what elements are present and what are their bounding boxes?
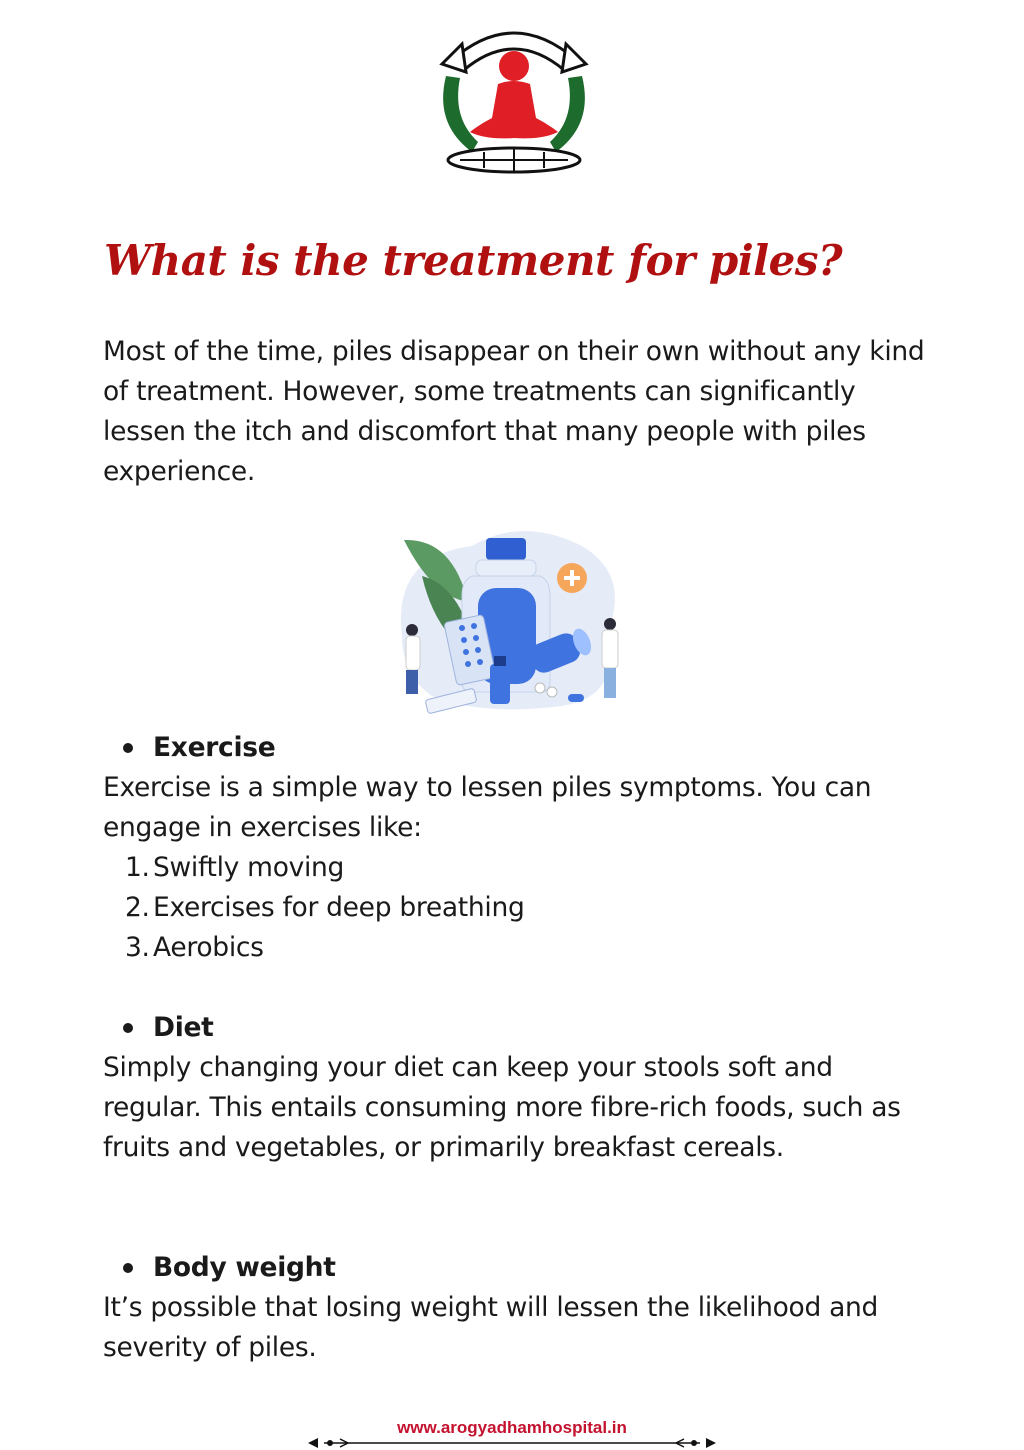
list-item: 2. Exercises for deep breathing xyxy=(125,892,525,923)
bullet-icon xyxy=(123,1263,133,1273)
bullet-icon xyxy=(123,743,133,753)
exercise-list xyxy=(103,848,933,968)
body-weight-text: It’s possible that losing weight will lessen the likelihood and severity of piles. xyxy=(103,1292,879,1363)
diet-heading: Diet xyxy=(153,1012,214,1043)
list-item: 3. Aerobics xyxy=(125,932,264,963)
bullet-icon xyxy=(123,1023,133,1033)
exercise-text: Exercise is a simple way to lessen piles symptoms. You can engage in exercises like: xyxy=(103,772,872,843)
website-link[interactable]: www.arogyadhamhospital.in xyxy=(397,1418,627,1437)
list-item: 1. Swiftly moving xyxy=(125,852,345,883)
diet-text: Simply changing your diet can keep your stools soft and regular. This entails consuming more fibre-rich foods, such as fruits and vegetables, or primarily breakfast cereals. xyxy=(103,1052,901,1163)
page-title: What is the treatment for piles? xyxy=(104,236,843,285)
meditating-figure-logo xyxy=(432,14,596,180)
exercise-section xyxy=(103,728,933,968)
body-weight-heading: Body weight xyxy=(153,1252,336,1283)
diet-section xyxy=(103,1008,933,1168)
body-weight-section xyxy=(103,1248,933,1368)
ornamental-divider xyxy=(304,1436,720,1450)
medicine-bottles-illustration xyxy=(392,516,636,716)
exercise-heading: Exercise xyxy=(153,732,276,763)
intro-paragraph: Most of the time, piles disappear on their own without any kind of treatment. However, some treatments can significantly lessen the itch and discomfort that many people with piles experience. xyxy=(103,336,925,487)
